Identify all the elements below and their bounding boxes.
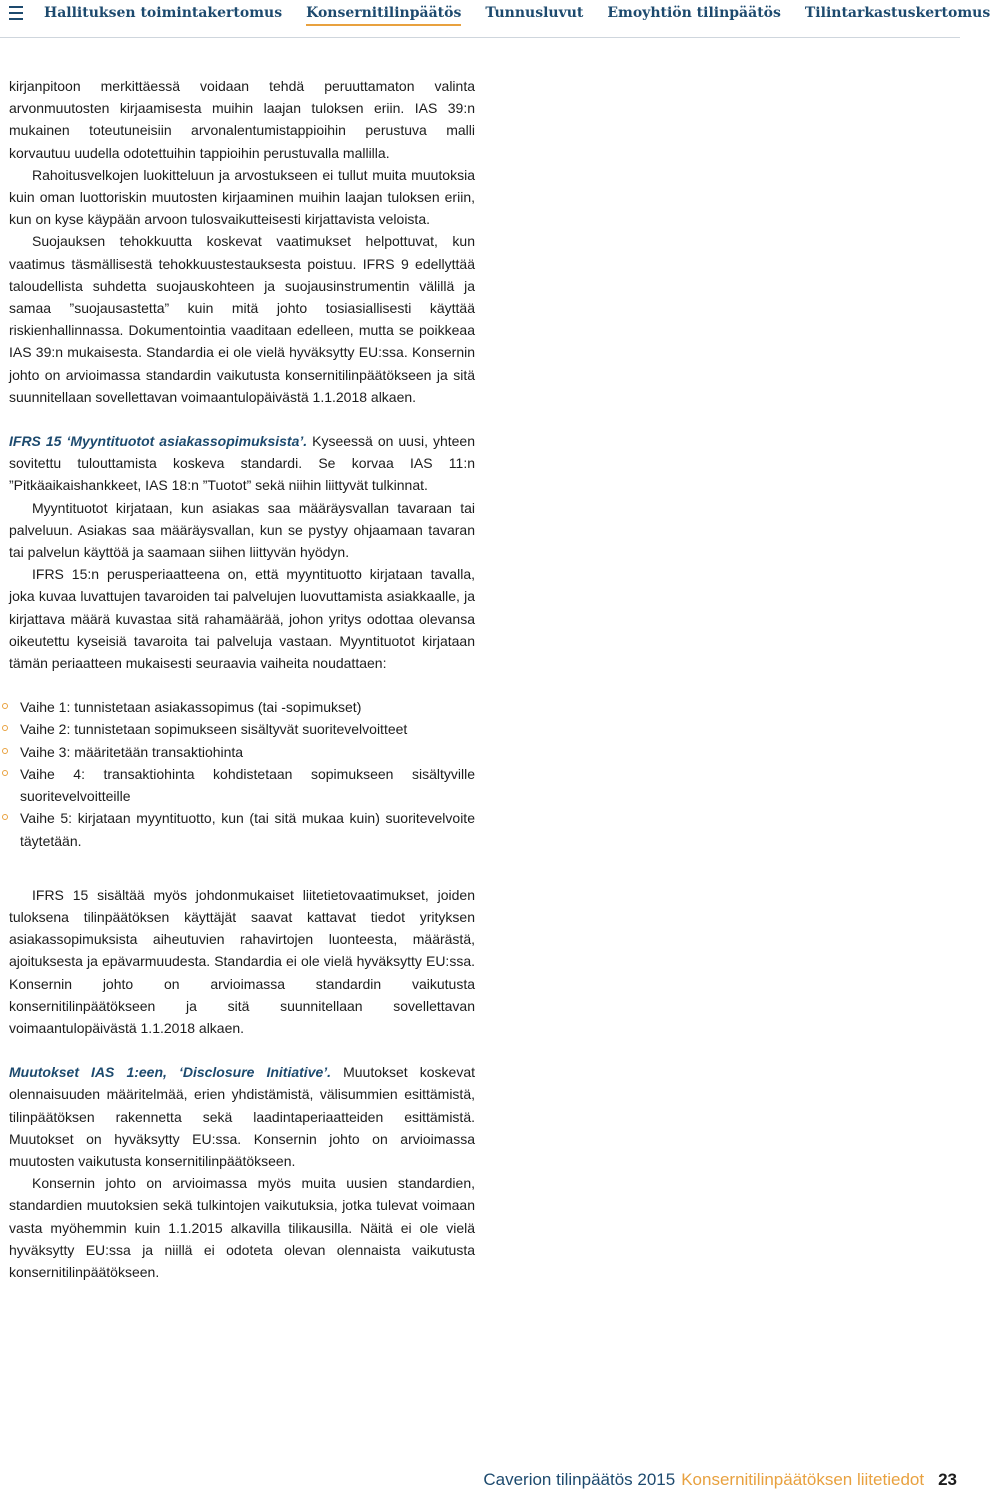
list-item (9, 763, 475, 807)
nav-link-hallituksen-toimintakertomus[interactable]: Hallituksen toimintakertomus (44, 5, 283, 21)
list-item (9, 718, 475, 740)
nav-divider (0, 37, 960, 38)
revenue-steps-list (9, 696, 475, 851)
nav-link-emoyhtion-tilinpaatos[interactable]: Emoyhtiön tilinpäätös (607, 5, 781, 21)
paragraph-ifrs15-intro (9, 430, 475, 497)
footer-publication: Caverion tilinpäätös 2015 (483, 1470, 676, 1489)
list-item (9, 807, 475, 851)
nav-link-tilintarkastuskertomus[interactable]: Tilintarkastuskertomus (804, 5, 990, 21)
list-item (9, 741, 475, 763)
nav-links (44, 5, 990, 26)
page-footer (483, 1470, 957, 1490)
ifrs15-intro-text: Kyseessä on uusi, yhteen sovitettu tulouttamista koskeva standardi. Se korvaa IAS 11:n ”Pitkäaikaishankkeet, IAS 18:n ”Tuotot” sekä niihin liittyvät tulkinnat. (9, 433, 475, 494)
list-item (9, 696, 475, 718)
bullet-circle-icon (2, 725, 8, 731)
hamburger-menu-icon[interactable] (9, 6, 23, 20)
nav-link-konsernitilinpaatos[interactable]: Konsernitilinpäätös (306, 5, 461, 26)
paragraph-financial-liabilities: Rahoitusvelkojen luokitteluun ja arvostukseen ei tullut muita muutoksia kuin oman luottoriskin muutosten kirjaaminen muihin laajan tuloksen eriin, kun on kyse käypään arvoon tulosvaikutteisesti kirjattavista veloista. (9, 166, 475, 228)
step-text: Vaihe 3: määritetään transaktiohinta (20, 743, 244, 760)
paragraph-control-transfer: Myyntituotot kirjataan, kun asiakas saa määräysvallan tavaraan tai palveluun. Asiakas saa määräysvallan, kun se pystyy ohjaamaan tavaran tai palvelun käyttöä ja saamaan siihen liittyvän hyödyn. (9, 499, 475, 561)
nav-link-tunnusluvut[interactable]: Tunnusluvut (485, 5, 584, 21)
main-text-column (9, 75, 475, 1283)
top-navigation (0, 0, 990, 32)
paragraph-other-standards: Konsernin johto on arvioimassa myös muita uusien standardien, standardien muutoksien sekä tulkintojen vaikutuksia, jotka tulevat voimaan vasta myöhemmin kuin 1.1.2015 alkavilla tilikausilla. Näitä ei ole vielä hyväksytty EU:ssa ja niillä ei odoteta olevan olennaista vaikutusta konsernitilinpäätökseen. (9, 1175, 475, 1280)
bullet-circle-icon (2, 703, 8, 709)
bullet-circle-icon (2, 748, 8, 754)
paragraph-ifrs9-classification: kirjanpitoon merkittäessä voidaan tehdä peruuttamaton valinta arvonmuutosten kirjaamisesta muihin laajan tuloksen eriin. IAS 39:n mukainen toteutuneisiin arvonalentumistappioihin perustuva malli korvautuu uudella odotettuihin tappioihin perustuvalla mallilla. (9, 78, 475, 161)
heading-ifrs15: IFRS 15 ‘Myyntituotot asiakassopimuksista’. (9, 433, 308, 450)
step-text: Vaihe 4: transaktiohinta kohdistetaan sopimukseen sisältyville suoritevelvoitteille (20, 765, 475, 805)
paragraph-hedge-accounting: Suojauksen tehokkuutta koskevat vaatimukset helpottuvat, kun vaatimus täsmällisestä tehokkuustestauksesta poistuu. IFRS 9 edellyttää taloudellista suhdetta suojauskohteen ja suojausinstrumentin välillä ja samaa ”suojausastetta” kuin mitä johto tosiasiallisesti käyttää riskienhallinnassa. Dokumentointia vaaditaan edelleen, mutta se poikkeaa IAS 39:n mukaisesta. Standardia ei ole vielä hyväksytty EU:ssa. Konsernin johto on arvioimassa standardin vaikutusta konsernitilinpäätökseen ja sitä suunnitellaan sovellettavan voimaantulopäivästä 1.1.2018 alkaen. (9, 233, 475, 405)
step-text: Vaihe 2: tunnistetaan sopimukseen sisältyvät suoritevelvoitteet (20, 721, 408, 738)
bullet-circle-icon (2, 814, 8, 820)
footer-section-title: Konsernitilinpäätöksen liitetiedot (681, 1470, 925, 1489)
paragraph-disclosure-requirements: IFRS 15 sisältää myös johdonmukaiset liitetietovaatimukset, joiden tuloksena tilinpäätöksen käyttäjät saavat kattavat tiedot yrityksen asiakassopimuksista aiheutuvien rahavirtojen luonteesta, määrästä, ajoituksesta ja epävarmuudesta. Standardia ei ole vielä hyväksytty EU:ssa. Konsernin johto on arvioimassa standardin vaikutusta konsernitilinpäätökseen ja sitä suunnitellaan sovellettavan voimaantulopäivästä 1.1.2018 alkaen. (9, 886, 475, 1036)
heading-ias1: Muutokset IAS 1:een, ‘Disclosure Initiative’. (9, 1064, 332, 1081)
ias1-intro-text: Muutokset koskevat olennaisuuden määritelmää, erien yhdistämistä, välisummien esittämistä, tilinpäätöksen rakennetta sekä laadintaperiaatteiden esittämistä. Muutokset on hyväksytty EU:ssa. Konsernin johto on arvioimassa muutosten vaikutusta konsernitilinpäätökseen. (9, 1064, 475, 1169)
page-number: 23 (938, 1470, 957, 1489)
bullet-circle-icon (2, 770, 8, 776)
step-text: Vaihe 1: tunnistetaan asiakassopimus (tai -sopimukset) (20, 699, 362, 716)
paragraph-ias1-intro (9, 1061, 475, 1172)
paragraph-core-principle: IFRS 15:n perusperiaatteena on, että myyntituotto kirjataan tavalla, joka kuvaa luvattujen tavaroiden tai palvelujen luovuttamista asiakkaalle, ja kirjattava määrä kuvastaa sitä rahamäärää, johon yritys odottaa olevansa oikeutettu kyseisiä tavaroita tai palveluja vastaan. Myyntituotot kirjataan tämän periaatteen mukaisesti seuraavia vaiheita noudattaen: (9, 566, 475, 672)
step-text: Vaihe 5: kirjataan myyntituotto, kun (tai sitä mukaa kuin) suoritevelvoite täytetään. (20, 810, 475, 849)
